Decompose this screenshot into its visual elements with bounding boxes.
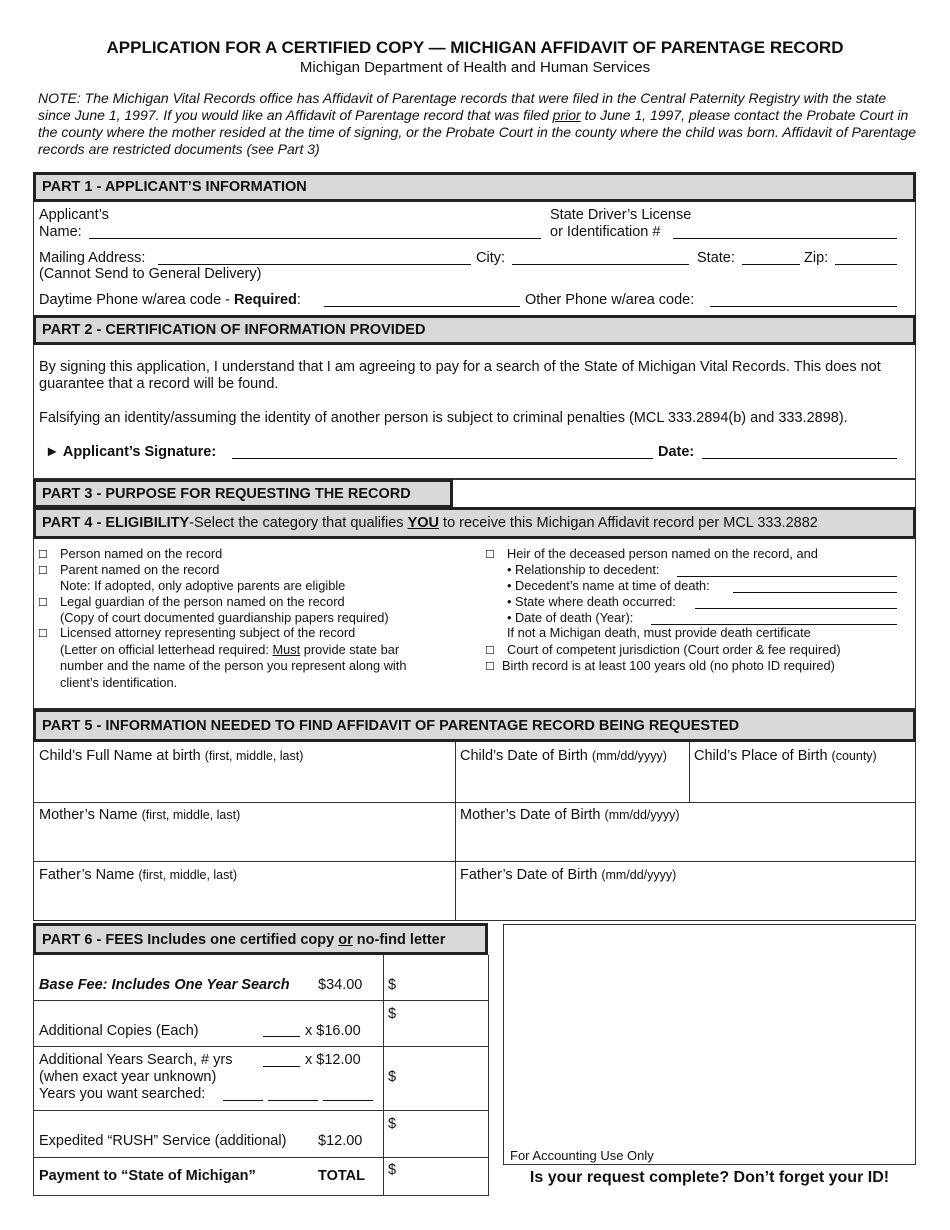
eligibility-court: Court of competent jurisdiction (Court order & fee required) [507,642,841,657]
checkbox-court[interactable]: ☐ [485,645,495,657]
footer-reminder: Is your request complete? Don’t forget your ID! [529,1169,890,1186]
eligibility-person: Person named on the record [60,546,223,561]
year-field-1[interactable] [223,1100,263,1101]
eligibility-adopted-note: Note: If adopted, only adoptive parents are eligible [60,578,346,593]
note-prior: prior [552,107,581,123]
part4-title: PART 4 - ELIGIBILITY [42,515,190,531]
decedent-name-field[interactable] [733,592,897,593]
note-text-1: NOTE: The Michigan Vital Records office has Affidavit of Parentage records that were filed in the Central Paternity Registry with the state since June 1, 1997. If you would like an Affidavit of Parentage record that was filed [38,90,887,123]
eligibility-heir: Heir of the deceased person named on the record, and [507,546,818,561]
part1-title: PART 1 - APPLICANT’S INFORMATION [42,179,307,195]
part5-title: PART 5 - INFORMATION NEEDED TO FIND AFFIDAVIT OF PARENTAGE RECORD BEING REQUESTED [42,718,740,734]
child-dob-text: Child’s Date of Birth [460,748,592,764]
additional-years-note: (when exact year unknown) [39,1069,217,1085]
zip-field[interactable] [835,264,897,265]
additional-years-label: Additional Years Search, # yrs [39,1052,233,1068]
daytime-phone-label [39,292,301,308]
applicant-label-1: Applicant’s [39,207,109,223]
child-dob-label[interactable] [460,748,667,764]
base-fee-price: $34.00 [318,977,363,993]
part6-title-2: no-find letter [352,932,446,948]
part6-title-1: PART 6 - FEES Includes one certified copy [42,932,339,948]
base-fee-dollar[interactable]: $ [388,977,397,993]
attorney-must: Must [272,642,301,657]
part5-section [33,742,916,921]
mailing-address-label: Mailing Address: [39,250,146,266]
fees-row-divider-4 [33,1157,489,1158]
additional-years-price: x $12.00 [305,1052,361,1068]
mother-dob-label[interactable] [460,807,680,823]
eligibility-birth-100: Birth record is at least 100 years old (no photo ID required) [502,658,835,673]
fees-row-divider-1 [33,1000,489,1001]
child-pob-hint: (county) [831,749,877,763]
death-state-field[interactable] [695,608,897,609]
signature-field[interactable] [232,458,653,459]
attorney-note-text: (Letter on official letterhead required: [60,642,273,657]
total-label: TOTAL [318,1168,365,1184]
death-date-label: • Date of death (Year): [507,610,634,625]
additional-copies-dollar[interactable]: $ [388,1006,397,1022]
city-label: City: [476,250,505,266]
eligibility-guardian-note: (Copy of court documented guardianship papers required) [60,610,389,625]
eligibility-attorney-note-1 [60,642,399,658]
note-text-2: to June 1, 1997, please contact the Probate Court in the county where the mother resided at the time of signing, or the Probate Court in the county where the child was born. Affidavit of Parentage records are restricted documents (see Part 3) [38,107,917,157]
checkbox-parent[interactable]: ☐ [38,565,48,577]
death-state-label: • State where death occurred: [507,594,676,609]
applicant-name-field[interactable] [89,238,541,239]
additional-copies-qty-field[interactable] [263,1036,300,1037]
checkbox-guardian[interactable]: ☐ [38,597,48,609]
certification-text-1: By signing this application, I understand that I am agreeing to pay for a search of the State of Michigan Vital Records. This does not guarantee that a record will be found. [39,359,881,392]
phone-required: Required [234,292,297,308]
rush-label: Expedited “RUSH” Service (additional) [39,1133,287,1149]
part3-header [33,479,453,508]
part4-header [33,507,916,539]
part5-divider-2 [689,742,690,802]
part2-header [33,315,916,345]
city-field[interactable] [512,264,689,265]
part5-header [33,709,916,742]
state-label: State: [697,250,735,266]
part4-title-rest-1: -Select the category that qualifies [189,515,408,531]
total-dollar[interactable]: $ [388,1162,397,1178]
checkbox-birth-100[interactable]: ☐ [485,661,495,673]
phone-colon: : [296,292,301,308]
additional-years-qty-field[interactable] [263,1066,300,1067]
form-title: APPLICATION FOR A CERTIFIED COPY — MICHIGAN AFFIDAVIT OF PARENTAGE RECORD [106,38,844,57]
mother-name-label[interactable] [39,807,240,823]
header-note [38,90,918,158]
state-field[interactable] [742,264,800,265]
signature-date-field[interactable] [702,458,897,459]
eligibility-guardian: Legal guardian of the person named on the record [60,594,345,609]
mother-name-hint: (first, middle, last) [141,808,241,822]
signature-date-label: Date: [658,444,695,460]
certification-text-2: Falsifying an identity/assuming the identity of another person is subject to criminal penalties (MCL 333.2894(b) and 333.2898). [39,410,848,426]
father-name-hint: (first, middle, last) [138,868,238,882]
license-label-2: or Identification # [550,224,661,240]
child-name-hint: (first, middle, last) [204,749,304,763]
zip-label: Zip: [804,250,829,266]
eligibility-parent: Parent named on the record [60,562,220,577]
child-pob-text: Child’s Place of Birth [694,748,832,764]
accounting-label: For Accounting Use Only [510,1148,654,1163]
other-phone-field[interactable] [710,306,897,307]
part5-row-divider [33,802,916,803]
decedent-name-label: • Decedent’s name at time of death: [507,578,710,593]
part4-title-rest-2: to receive this Michigan Affidavit record per MCL 333.2882 [439,515,818,531]
checkbox-person[interactable]: ☐ [38,549,48,561]
fees-row-divider-2 [33,1046,489,1047]
fees-row-divider-3 [33,1110,489,1111]
phone-label-text: Daytime Phone w/area code - [39,292,235,308]
additional-copies-price: x $16.00 [305,1023,361,1039]
part1-header [33,172,916,202]
rush-dollar[interactable]: $ [388,1116,397,1132]
checkbox-heir[interactable]: ☐ [485,549,495,561]
accounting-box [503,924,916,1165]
signature-label: ► Applicant’s Signature: [45,444,217,460]
father-dob-label[interactable] [460,867,676,883]
father-name-label[interactable] [39,867,237,883]
part4-you: YOU [407,515,440,531]
child-name-label[interactable] [39,748,303,764]
part6-header [33,923,488,955]
mother-name-text: Mother’s Name [39,807,142,823]
child-name-text: Child’s Full Name at birth [39,748,205,764]
fees-column-divider [383,955,384,1196]
eligibility-attorney-note-4: client’s identification. [60,675,178,690]
additional-copies-label: Additional Copies (Each) [39,1023,199,1039]
mother-dob-hint: (mm/dd/yyyy) [604,808,680,822]
base-fee-label: Base Fee: Includes One Year Search [39,977,290,993]
part6-or: or [338,932,353,948]
year-field-2[interactable] [268,1100,318,1101]
eligibility-attorney-note-3: number and the name of the person you represent along with [60,658,407,673]
license-label-1: State Driver’s License [550,207,692,223]
not-michigan-note: If not a Michigan death, must provide death certificate [507,625,811,640]
purpose-field[interactable] [453,479,916,508]
mailing-address-note: (Cannot Send to General Delivery) [39,266,262,282]
heir-relationship-label: • Relationship to decedent: [507,562,660,577]
father-dob-hint: (mm/dd/yyyy) [601,868,677,882]
part5-divider [455,742,456,921]
father-dob-text: Father’s Date of Birth [460,867,602,883]
attorney-note-text-2: provide state bar [300,642,400,657]
rush-price: $12.00 [318,1133,363,1149]
applicant-label-2: Name: [39,224,82,240]
heir-relationship-field[interactable] [677,576,897,577]
part3-title: PART 3 - PURPOSE FOR REQUESTING THE RECORD [42,486,411,502]
part5-row-divider-2 [33,861,916,862]
daytime-phone-field[interactable] [324,306,520,307]
mother-dob-text: Mother’s Date of Birth [460,807,605,823]
other-phone-label: Other Phone w/area code: [525,292,695,308]
checkbox-attorney[interactable]: ☐ [38,628,48,640]
additional-years-dollar[interactable]: $ [388,1069,397,1085]
eligibility-attorney: Licensed attorney representing subject of the record [60,625,356,640]
child-dob-hint: (mm/dd/yyyy) [591,749,667,763]
payment-label: Payment to “State of Michigan” [39,1168,256,1184]
mailing-address-field[interactable] [158,264,471,265]
years-wanted-label: Years you want searched: [39,1086,206,1102]
license-number-field[interactable] [673,238,897,239]
child-pob-label[interactable] [694,748,877,764]
department-name: Michigan Department of Health and Human Services [299,59,651,76]
part2-title: PART 2 - CERTIFICATION OF INFORMATION PROVIDED [42,322,426,338]
father-name-text: Father’s Name [39,867,139,883]
year-field-3[interactable] [323,1100,373,1101]
